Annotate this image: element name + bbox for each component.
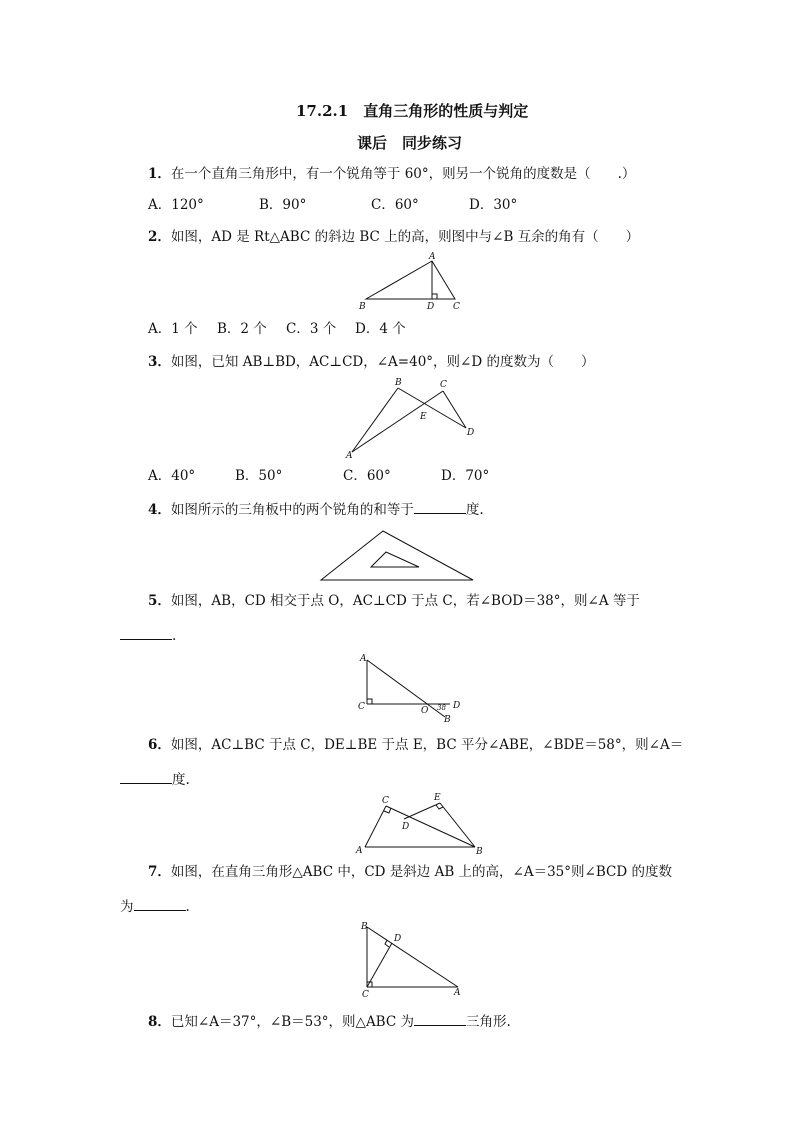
question-text-after: 三角形. — [465, 1014, 511, 1030]
label-b: B — [444, 715, 451, 725]
label-c: C — [358, 702, 365, 712]
question-text: 在一个直角三角形中，有一个锐角等于 60°，则另一个锐角的度数是（ .） — [170, 166, 636, 182]
option-c: C．60° — [343, 468, 391, 484]
question-text: 如图，在直角三角形△ABC 中，CD 是斜边 AB 上的高，∠A＝35°则∠BCD 的度数 — [170, 864, 672, 880]
label-c: C — [440, 380, 447, 390]
label-a: A — [346, 451, 353, 461]
option-b: B．50° — [235, 468, 283, 484]
page-title: 17.2.1 直角三角形的性质与判定 — [296, 102, 529, 120]
altitude-cd — [367, 943, 392, 987]
label-d: D — [427, 302, 435, 312]
option-d: D．4 个 — [355, 321, 406, 337]
question-text-after: . — [172, 628, 177, 644]
question-number: 2． — [148, 229, 171, 245]
label-e: E — [434, 793, 441, 803]
option-a: A．1 个 — [148, 321, 198, 337]
option-b: B．2 个 — [217, 321, 267, 337]
question-text: 如图，已知 AB⊥BD，AC⊥CD，∠A=40°，则∠D 的度数为（ ） — [170, 354, 595, 370]
question-number: 1． — [148, 166, 171, 182]
question-text: 已知∠A＝37°，∠B＝53°，则△ABC 为 — [170, 1014, 414, 1030]
label-d: D — [467, 428, 475, 438]
label-a: A — [429, 252, 436, 262]
question-text: 如图，AD 是 Rt△ABC 的斜边 BC 上的高，则图中与∠B 互余的角有（ ） — [170, 229, 640, 245]
page-subtitle: 课后 同步练习 — [357, 134, 463, 152]
option-d: D．30° — [469, 197, 518, 213]
option-c: C．60° — [371, 197, 419, 213]
label-a: A — [454, 988, 461, 998]
question-number: 3． — [148, 354, 171, 370]
question-number: 7． — [148, 864, 171, 880]
answer-blank — [414, 1013, 466, 1026]
label-e: E — [420, 412, 427, 422]
question-number: 4． — [148, 502, 171, 518]
question-text-after: 度. — [465, 502, 484, 518]
label-d: D — [453, 701, 461, 711]
label-b: B — [476, 847, 483, 857]
question-text-after: 度. — [172, 772, 190, 788]
option-c: C．3 个 — [286, 321, 337, 337]
label-b: B — [395, 378, 402, 388]
label-a: A — [356, 846, 363, 856]
label-a: A — [360, 654, 367, 664]
label-c: C — [453, 302, 460, 312]
label-c: C — [382, 796, 389, 806]
segment-ba — [367, 927, 458, 987]
option-d: D．70° — [441, 468, 490, 484]
label-b: B — [359, 302, 366, 312]
label-o: O — [421, 706, 429, 716]
label-d: D — [394, 934, 402, 944]
question-number: 6． — [148, 737, 171, 753]
option-a: A．120° — [148, 197, 204, 213]
question-text-after: . — [185, 899, 190, 915]
option-b: B．90° — [259, 197, 307, 213]
label-angle-38: 38 — [437, 704, 446, 712]
question-text: 如图所示的三角板中的两个锐角的和等于 — [170, 502, 414, 518]
question-text: 如图，AC⊥BC 于点 C，DE⊥BE 于点 E，BC 平分∠ABE，∠BDE＝58°，则∠A＝ — [170, 737, 684, 753]
label-d: D — [402, 822, 410, 832]
question-8 — [148, 1013, 511, 1030]
label-b: B — [361, 922, 368, 932]
question-number: 8． — [148, 1014, 171, 1030]
question-text-before: 为 — [120, 899, 134, 915]
question-number: 5． — [148, 593, 171, 609]
question-text: 如图，AB，CD 相交于点 O，AC⊥CD 于点 C，若∠BOD＝38°，则∠A 等于 — [170, 593, 640, 609]
option-a: A．40° — [148, 468, 196, 484]
label-c: C — [362, 990, 369, 1000]
